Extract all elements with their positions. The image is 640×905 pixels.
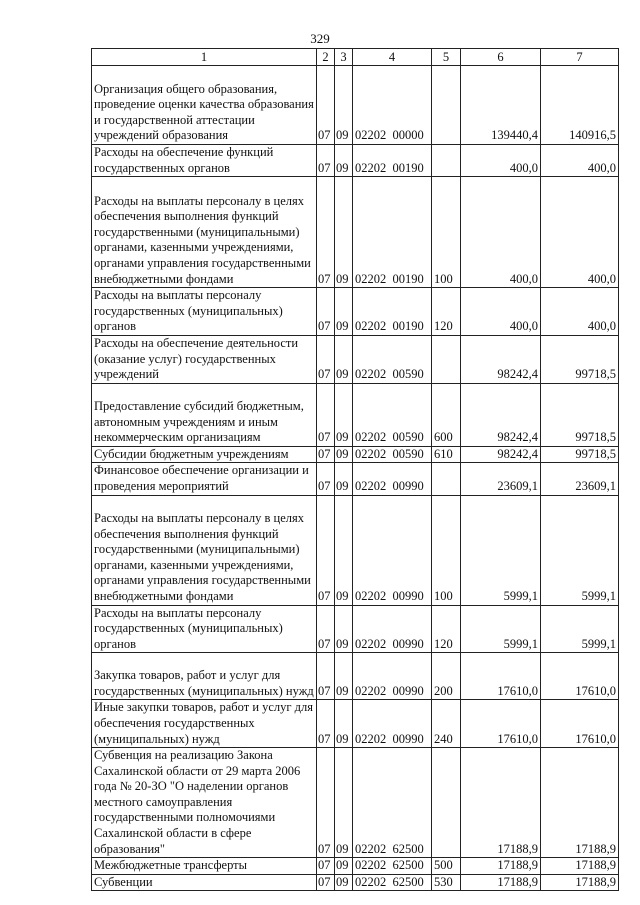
expense-type-cell	[432, 463, 461, 495]
amount-year1-cell: 98242,4	[461, 383, 541, 446]
subsection-code-cell: 09	[335, 463, 353, 495]
table-body	[92, 66, 619, 891]
column-header-1: 1	[92, 49, 317, 66]
table-row	[92, 335, 619, 383]
section-code-cell: 07	[317, 858, 335, 875]
subsection-code-cell: 09	[335, 383, 353, 446]
expense-type-cell: 120	[432, 605, 461, 653]
row-name-cell: Финансовое обеспечение организации и проведения мероприятий	[92, 463, 317, 495]
section-code-cell: 07	[317, 288, 335, 336]
table-row	[92, 66, 619, 145]
amount-year1-cell: 17610,0	[461, 700, 541, 748]
amount-year2-cell: 140916,5	[541, 66, 619, 145]
table-row	[92, 383, 619, 446]
row-name-cell: Предоставление субсидий бюджетным, автономным учреждениям и иным некоммерческим организациям	[92, 383, 317, 446]
row-name-cell: Закупка товаров, работ и услуг для государственных (муниципальных) нужд	[92, 653, 317, 700]
amount-year1-cell: 5999,1	[461, 605, 541, 653]
column-header-7: 7	[541, 49, 619, 66]
amount-year1-cell: 17610,0	[461, 653, 541, 700]
table-row	[92, 874, 619, 891]
row-name-cell: Организация общего образования, проведение оценки качества образования и государственной аттестации учреждений образования	[92, 66, 317, 145]
table-row	[92, 858, 619, 875]
amount-year2-cell: 17610,0	[541, 653, 619, 700]
column-header-3: 3	[335, 49, 353, 66]
target-article-cell: 02202 00590	[353, 335, 432, 383]
row-name-cell: Расходы на выплаты персоналу в целях обеспечения выполнения функций государственными (муниципальными) органами, казенными учреждениями, органами управления государственными внебюджетными фондами	[92, 495, 317, 605]
table-row	[92, 145, 619, 177]
subsection-code-cell: 09	[335, 66, 353, 145]
expense-type-cell	[432, 145, 461, 177]
subsection-code-cell: 09	[335, 177, 353, 288]
target-article-cell: 02202 00190	[353, 288, 432, 336]
row-name-cell: Субсидии бюджетным учреждениям	[92, 446, 317, 463]
section-code-cell: 07	[317, 66, 335, 145]
budget-table	[91, 48, 619, 891]
target-article-cell: 02202 62500	[353, 858, 432, 875]
amount-year2-cell: 99718,5	[541, 335, 619, 383]
target-article-cell: 02202 00590	[353, 383, 432, 446]
column-header-6: 6	[461, 49, 541, 66]
section-code-cell: 07	[317, 700, 335, 748]
column-header-5: 5	[432, 49, 461, 66]
row-name-cell: Расходы на выплаты персоналу в целях обеспечения выполнения функций государственными (муниципальными) органами, казенными учреждениями, органами управления государственными внебюджетными фондами	[92, 177, 317, 288]
column-header-2: 2	[317, 49, 335, 66]
page-number: 329	[310, 31, 330, 46]
subsection-code-cell: 09	[335, 288, 353, 336]
row-name-cell: Расходы на обеспечение деятельности (оказание услуг) государственных учреждений	[92, 335, 317, 383]
table-row	[92, 495, 619, 605]
table-row	[92, 700, 619, 748]
amount-year1-cell: 5999,1	[461, 495, 541, 605]
section-code-cell: 07	[317, 446, 335, 463]
row-name-cell: Расходы на обеспечение функций государственных органов	[92, 145, 317, 177]
subsection-code-cell: 09	[335, 858, 353, 875]
amount-year1-cell: 400,0	[461, 177, 541, 288]
expense-type-cell: 600	[432, 383, 461, 446]
amount-year2-cell: 400,0	[541, 288, 619, 336]
section-code-cell: 07	[317, 653, 335, 700]
table-row	[92, 605, 619, 653]
subsection-code-cell: 09	[335, 145, 353, 177]
section-code-cell: 07	[317, 748, 335, 858]
subsection-code-cell: 09	[335, 874, 353, 891]
row-name-cell: Субвенции	[92, 874, 317, 891]
target-article-cell: 02202 62500	[353, 874, 432, 891]
amount-year2-cell: 99718,5	[541, 446, 619, 463]
target-article-cell: 02202 00990	[353, 605, 432, 653]
amount-year1-cell: 17188,9	[461, 874, 541, 891]
expense-type-cell: 100	[432, 495, 461, 605]
section-code-cell: 07	[317, 874, 335, 891]
target-article-cell: 02202 00990	[353, 463, 432, 495]
target-article-cell: 02202 00000	[353, 66, 432, 145]
expense-type-cell: 500	[432, 858, 461, 875]
target-article-cell: 02202 62500	[353, 748, 432, 858]
expense-type-cell: 530	[432, 874, 461, 891]
expense-type-cell: 610	[432, 446, 461, 463]
section-code-cell: 07	[317, 177, 335, 288]
expense-type-cell: 240	[432, 700, 461, 748]
section-code-cell: 07	[317, 605, 335, 653]
amount-year1-cell: 139440,4	[461, 66, 541, 145]
subsection-code-cell: 09	[335, 335, 353, 383]
table-row	[92, 177, 619, 288]
amount-year1-cell: 17188,9	[461, 858, 541, 875]
amount-year2-cell: 5999,1	[541, 495, 619, 605]
expense-type-cell	[432, 335, 461, 383]
amount-year1-cell: 400,0	[461, 145, 541, 177]
expense-type-cell	[432, 66, 461, 145]
amount-year1-cell: 17188,9	[461, 748, 541, 858]
table-row	[92, 288, 619, 336]
amount-year2-cell: 23609,1	[541, 463, 619, 495]
subsection-code-cell: 09	[335, 748, 353, 858]
column-header-4: 4	[353, 49, 432, 66]
section-code-cell: 07	[317, 335, 335, 383]
expense-type-cell: 100	[432, 177, 461, 288]
expense-type-cell: 120	[432, 288, 461, 336]
amount-year2-cell: 17188,9	[541, 748, 619, 858]
row-name-cell: Иные закупки товаров, работ и услуг для обеспечения государственных (муниципальных) нужд	[92, 700, 317, 748]
table-row	[92, 463, 619, 495]
subsection-code-cell: 09	[335, 495, 353, 605]
target-article-cell: 02202 00990	[353, 700, 432, 748]
amount-year2-cell: 17188,9	[541, 858, 619, 875]
row-name-cell: Межбюджетные трансферты	[92, 858, 317, 875]
table-row	[92, 446, 619, 463]
table-row	[92, 748, 619, 858]
subsection-code-cell: 09	[335, 446, 353, 463]
table-header-row	[92, 49, 619, 66]
section-code-cell: 07	[317, 145, 335, 177]
target-article-cell: 02202 00990	[353, 495, 432, 605]
section-code-cell: 07	[317, 383, 335, 446]
amount-year2-cell: 17188,9	[541, 874, 619, 891]
table-row	[92, 653, 619, 700]
amount-year1-cell: 400,0	[461, 288, 541, 336]
amount-year1-cell: 23609,1	[461, 463, 541, 495]
subsection-code-cell: 09	[335, 605, 353, 653]
subsection-code-cell: 09	[335, 700, 353, 748]
row-name-cell: Субвенция на реализацию Закона Сахалинской области от 29 марта 2006 года № 20-ЗО "О наделении органов местного самоуправления государственными полномочиями Сахалинской области в сфере образования"	[92, 748, 317, 858]
target-article-cell: 02202 00190	[353, 177, 432, 288]
amount-year2-cell: 5999,1	[541, 605, 619, 653]
amount-year2-cell: 400,0	[541, 145, 619, 177]
amount-year1-cell: 98242,4	[461, 335, 541, 383]
target-article-cell: 02202 00590	[353, 446, 432, 463]
target-article-cell: 02202 00190	[353, 145, 432, 177]
amount-year2-cell: 400,0	[541, 177, 619, 288]
amount-year2-cell: 99718,5	[541, 383, 619, 446]
subsection-code-cell: 09	[335, 653, 353, 700]
target-article-cell: 02202 00990	[353, 653, 432, 700]
expense-type-cell: 200	[432, 653, 461, 700]
row-name-cell: Расходы на выплаты персоналу государственных (муниципальных) органов	[92, 605, 317, 653]
section-code-cell: 07	[317, 495, 335, 605]
amount-year2-cell: 17610,0	[541, 700, 619, 748]
amount-year1-cell: 98242,4	[461, 446, 541, 463]
section-code-cell: 07	[317, 463, 335, 495]
row-name-cell: Расходы на выплаты персоналу государственных (муниципальных) органов	[92, 288, 317, 336]
expense-type-cell	[432, 748, 461, 858]
